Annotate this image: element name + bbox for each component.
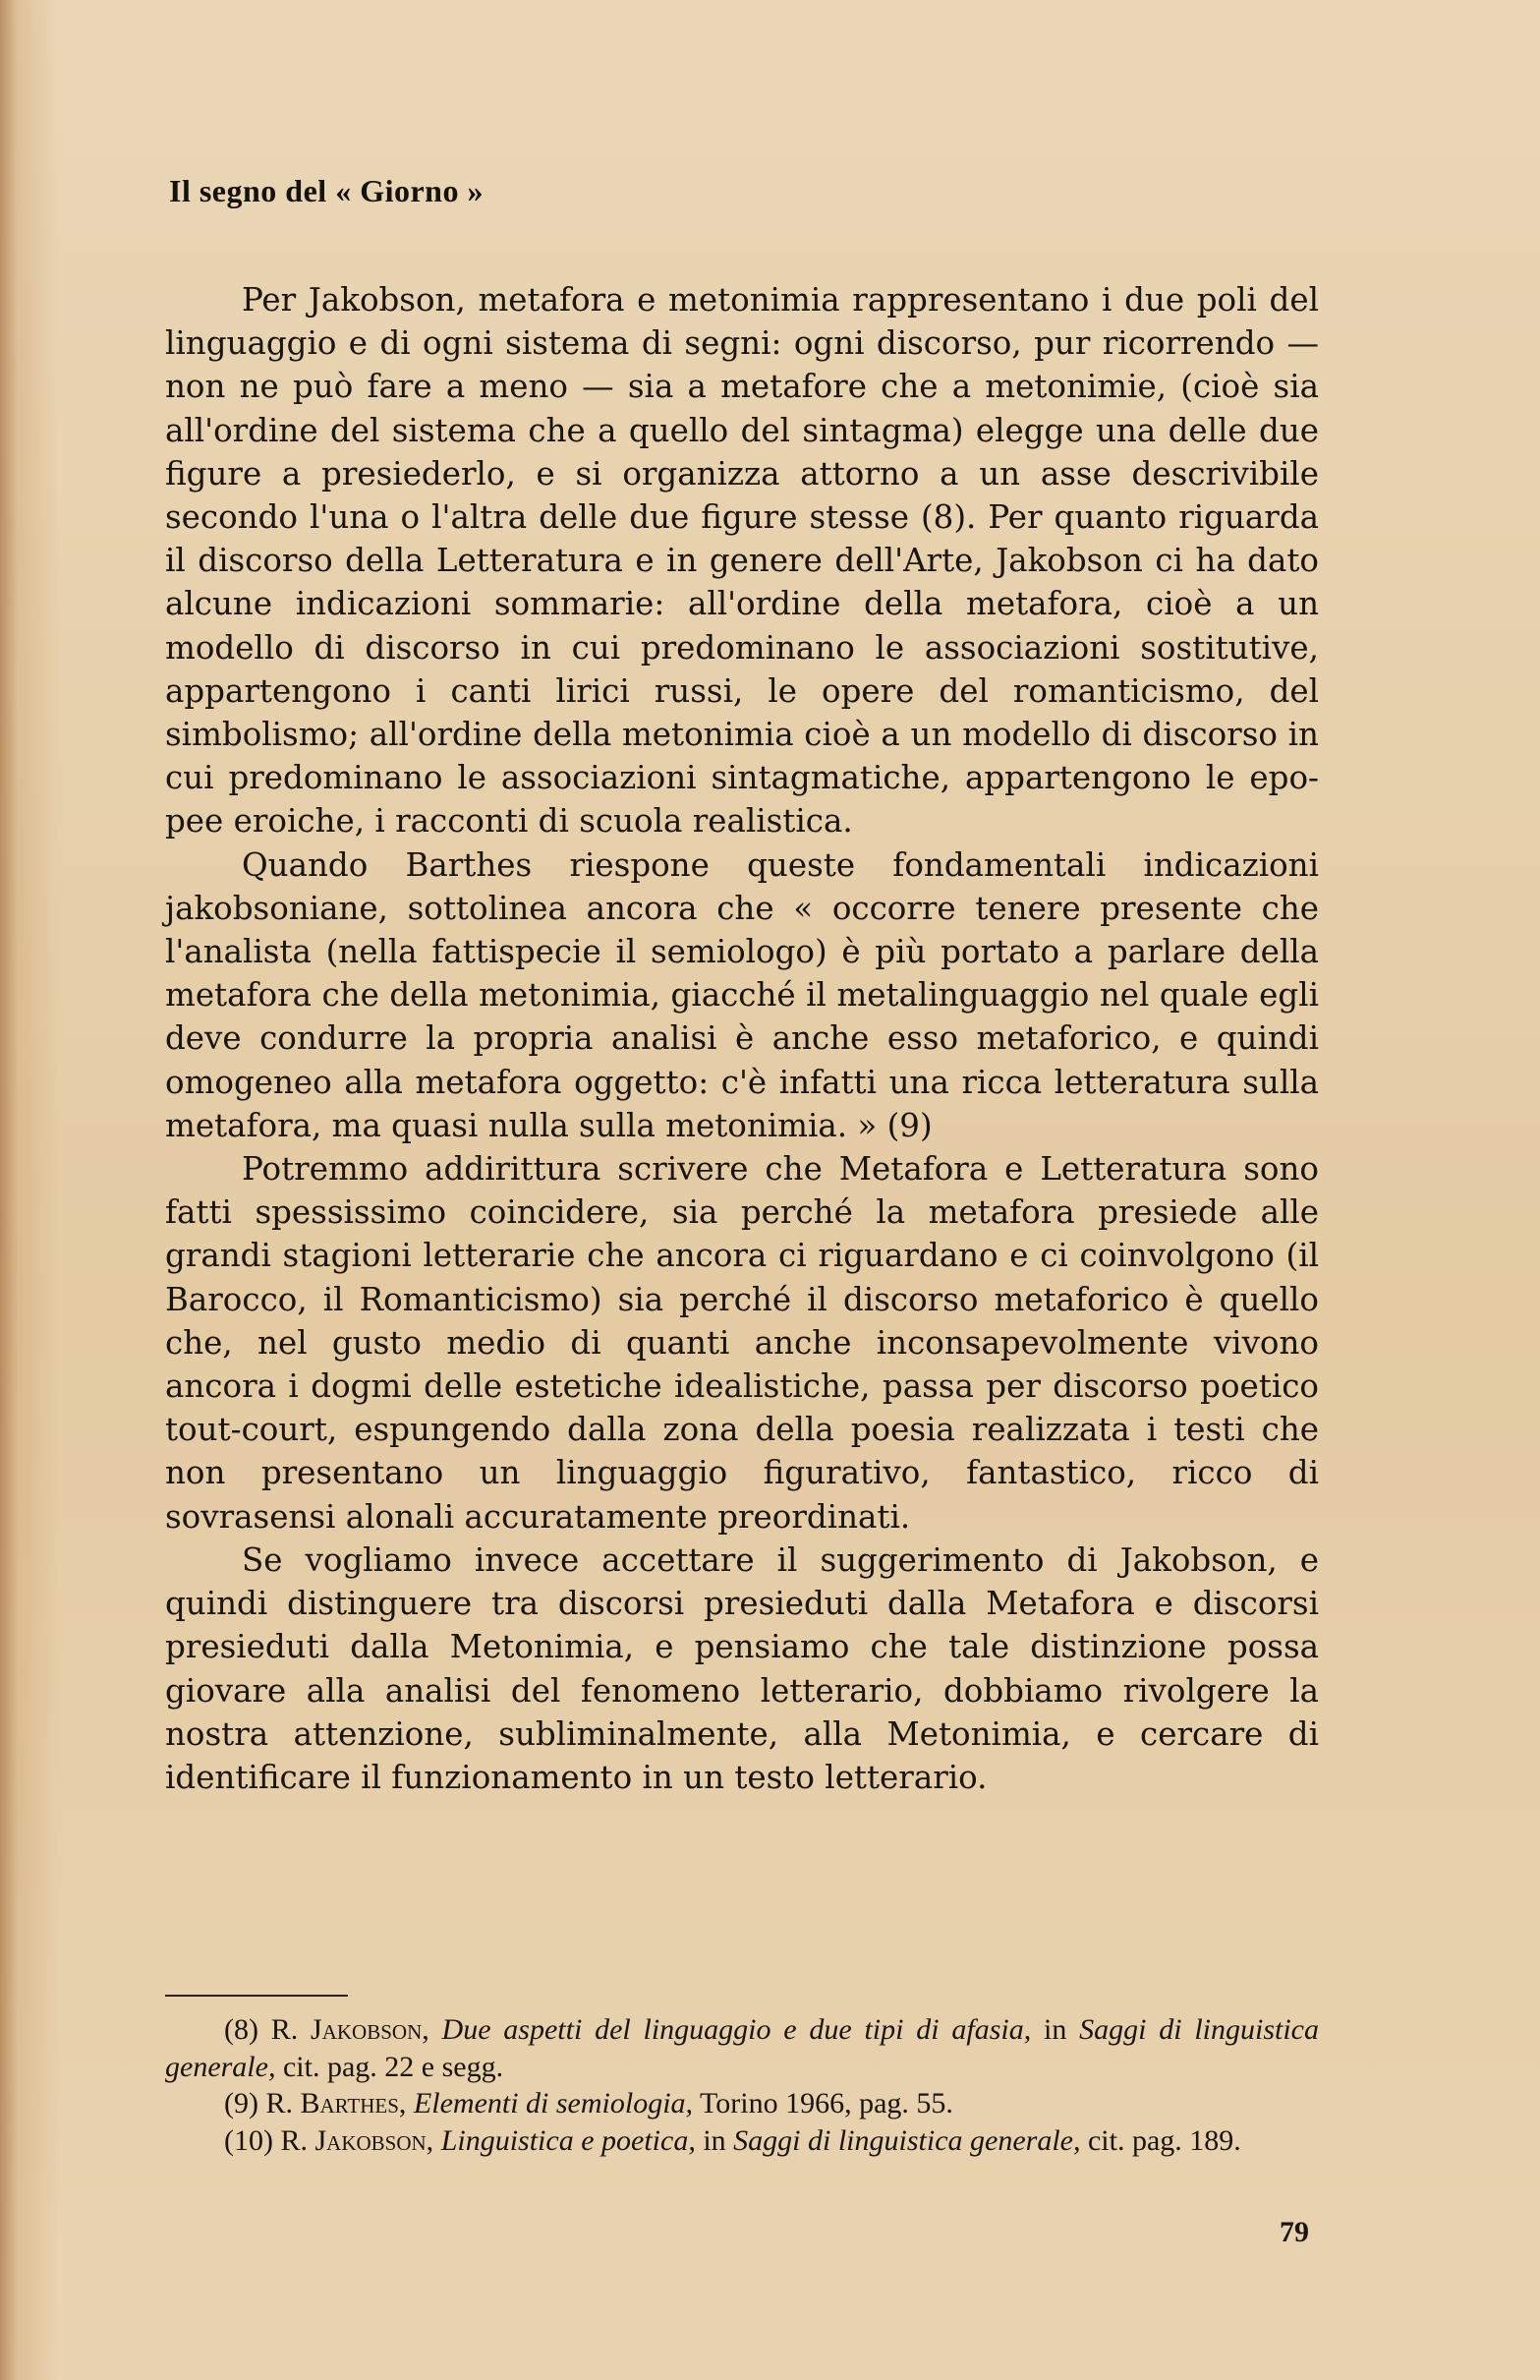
paragraph-3: Potremmo addirittura scrivere che Metafora e Letteratura sono fatti spessissimo coincidere, sia perché la metafora presiede alle grandi stagioni letterarie che ancora ci riguardano e ci coinvolgono (il Barocco, il Romanticismo) sia perché il discorso metaforico è quello che, nel gusto medio di quanti anche inconsapevolmente vivono ancora i dogmi delle estetiche idealistiche, passa per discorso poetico tout-court, espungendo dalla zona della poesia realizzata i testi che non presentano un linguaggio figurativo, fantastico, ricco di sovrasensi alonali accuratamente preordinati. xyxy=(165,1150,1319,1536)
page-number: 79 xyxy=(1280,2216,1309,2248)
footnote-10 xyxy=(165,2122,1319,2160)
body-text xyxy=(165,278,1319,1799)
footnote-title: Due aspetti del linguaggio e due tipi di afasia, xyxy=(441,2013,1032,2046)
footnote-9 xyxy=(165,2085,1319,2122)
paragraph-2: Quando Barthes riespone queste fondamentali indicazioni jakobsoniane, sottolinea ancora che « occorre tenere presente che l'analista (nella fattispecie il semiologo) è più portato a parlare della metafora che della metonimia, giacché il metalinguaggio nel quale egli deve condurre la propria analisi è anche esso metaforico, e quindi omogeneo alla metafora oggetto: c'è infatti una ricca letteratura sulla metafora, ma quasi nulla sulla metonimia. » (9) xyxy=(165,845,1319,1144)
footnote-number: (9) xyxy=(224,2087,258,2119)
footnote-8 xyxy=(165,2011,1319,2085)
running-head: Il segno del « Giorno » xyxy=(169,173,484,208)
footnote-connector: in xyxy=(1043,2013,1067,2046)
footnote-work: Saggi di linguistica generale, xyxy=(733,2123,1081,2157)
footnote-author: R. Barthes, xyxy=(265,2087,407,2119)
footnote-reference: cit. pag. 189. xyxy=(1087,2123,1241,2157)
footnote-reference: Torino 1966, pag. 55. xyxy=(700,2087,953,2119)
footnote-title: Linguistica e poetica, xyxy=(440,2123,696,2157)
footnote-work: Saggi di linguistica generale, xyxy=(165,2013,1320,2083)
footnote-reference: cit. pag. 22 e segg. xyxy=(282,2050,504,2083)
paragraph-4: Se vogliamo invece accettare il suggerimento di Jakobson, e quindi distinguere tra discorsi presieduti dalla Metafora e discorsi presieduti dalla Metonimia, e pensiamo che tale distinzione possa giovare alla analisi del fenomeno letterario, dobbiamo rivolgere la nostra attenzione, subliminalmente, alla Metonimia, e cercare di identificare il funzionamento in un testo letterario. xyxy=(165,1540,1319,1796)
footnotes xyxy=(165,2011,1319,2159)
footnote-divider xyxy=(165,1995,348,1997)
paragraph-1: Per Jakobson, metafora e metonimia rappresentano i due poli del linguaggio e di ogni sistema di segni: ogni discorso, pur ricorrendo — non ne può fare a meno — sia a metafore che a metonimie, (cioè sia all'ordine del sistema che a quello del sintagma) elegge una delle due figure a presiederlo, e si organizza attorno a un asse descrivibile secondo l'una o l'altra delle due figure stesse (8). Per quanto riguarda il discorso della Letteratura e in genere dell'Arte, Jakobson ci ha dato alcune indicazioni sommarie: all'ordine della metafora, cioè a un modello di discorso in cui predominano le associazioni sostitutive, appartengono i canti lirici russi, le opere del romanticismo, del simbolismo; all'ordine della metonimia cioè a un modello di discorso in cui predominano le associazioni sintagmatiche, appartengono le epopee eroiche, i racconti di scuola realistica. xyxy=(165,281,1319,841)
footnote-author: R. Jakobson, xyxy=(280,2123,434,2157)
footnote-connector: in xyxy=(703,2123,726,2157)
footnote-author: R. Jakobson, xyxy=(270,2013,429,2046)
footnote-number: (10) xyxy=(224,2123,273,2157)
footnote-number: (8) xyxy=(224,2013,258,2046)
footnote-title: Elementi di semiologia, xyxy=(413,2087,694,2119)
